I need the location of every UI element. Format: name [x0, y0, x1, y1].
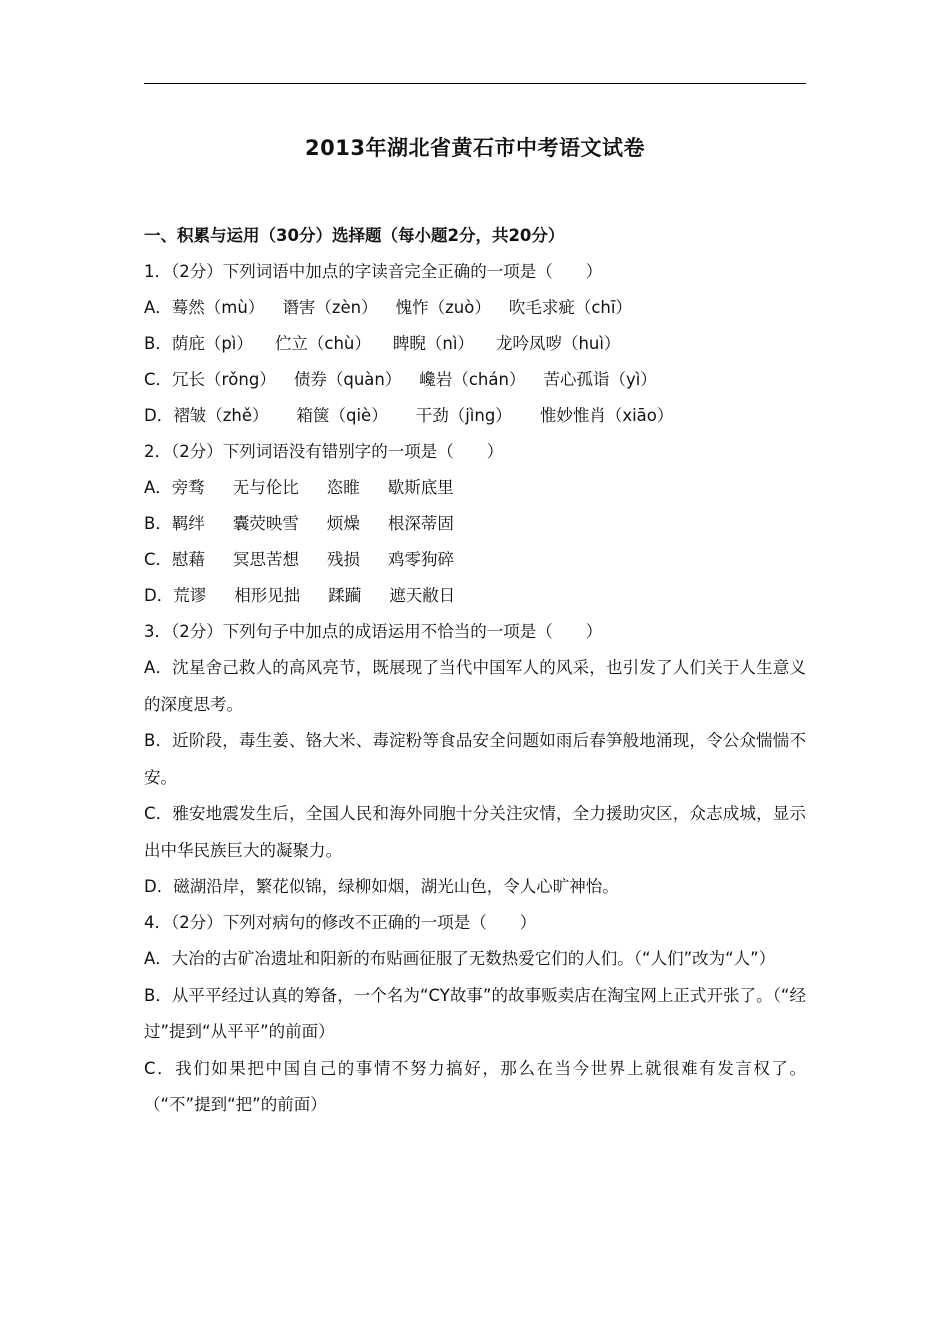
question-3-option-b: B．近阶段，毒生姜、铬大米、毒淀粉等食品安全问题如雨后春笋般地涌现，令公众惴惴不安。 [144, 731, 806, 787]
option-item: 吹毛求疵（chī） [508, 298, 632, 317]
question-3-stem: 3．（2分）下列句子中加点的成语运用不恰当的一项是（ ） [144, 622, 603, 641]
option-item: 根深蒂固 [387, 514, 454, 533]
option-item: 残损 [327, 550, 361, 569]
question-2-option-c [144, 542, 806, 578]
question-1-option-a [144, 290, 806, 326]
option-item: 箱箧（qiè） [296, 406, 388, 425]
option-item: 惟妙惟肖（xiāo） [539, 406, 674, 425]
option-item: B．羁绊 [144, 514, 205, 533]
question-1-option-d [144, 398, 806, 434]
question-2-option-b [144, 506, 806, 542]
question-3-option-c: C．雅安地震发生后，全国人民和海外同胞十分关注灾情，全力援助灾区，众志成城，显示出中华民族巨大的凝聚力。 [144, 804, 806, 860]
option-item: 伫立（chù） [274, 334, 371, 353]
option-item: C．冗长（rǒng） [144, 370, 276, 389]
option-item: 相形见拙 [234, 586, 301, 605]
question-3-option-a: A．沈星舍己救人的高风亮节，既展现了当代中国军人的风采，也引发了人们关于人生意义的深度思考。 [144, 658, 806, 714]
option-item: D．荒谬 [144, 586, 207, 605]
option-item: 苦心孤诣（yì） [543, 370, 657, 389]
option-item: 冥思苦想 [233, 550, 300, 569]
page-title: 2013年湖北省黄石市中考语文试卷 [305, 136, 645, 160]
option-item: 恣睢 [326, 478, 360, 497]
question-4-option-a: A．大冶的古矿冶遗址和阳新的布贴画征服了无数热爱它们的人们。（“人们”改为“人”） [144, 949, 776, 968]
question-1-option-b [144, 326, 806, 362]
option-item: 愧怍（zuò） [395, 298, 491, 317]
option-item: 干劲（jìng） [415, 406, 512, 425]
option-item: 无与伦比 [232, 478, 299, 497]
question-1-stem: 1．（2分）下列词语中加点的字读音完全正确的一项是（ ） [144, 262, 603, 281]
section-heading: 一、积累与运用（30分）选择题（每小题2分，共20分） [144, 226, 565, 245]
option-item: 债券（quàn） [293, 370, 402, 389]
question-3-option-d: D．磁湖沿岸，繁花似锦，绿柳如烟，湖光山色，令人心旷神怡。 [144, 877, 619, 896]
question-4-stem: 4．（2分）下列对病句的修改不正确的一项是（ ） [144, 913, 537, 932]
exam-content [144, 218, 806, 1124]
option-item: D．褶皱（zhě） [144, 406, 269, 425]
option-item: 遮天敝日 [389, 586, 456, 605]
question-2-option-d [144, 578, 806, 614]
option-item: A．蓦然（mù） [144, 298, 265, 317]
option-item: 烦燥 [326, 514, 360, 533]
question-4-option-c: C．我们如果把中国自己的事情不努力搞好，那么在当今世界上就很难有发言权了。（“不”提到“把”的前面） [144, 1058, 806, 1114]
option-item: 鸡零狗碎 [388, 550, 455, 569]
question-4-option-b: B．从平平经过认真的筹备，一个名为“CY故事”的故事贩卖店在淘宝网上正式开张了。（“经过”提到“从平平”的前面） [144, 985, 806, 1041]
question-2-option-a [144, 470, 806, 506]
option-item: 睥睨（nì） [392, 334, 474, 353]
option-item: 谮害（zèn） [282, 298, 378, 317]
option-item: 歇斯底里 [387, 478, 454, 497]
option-item: 蹂躏 [328, 586, 362, 605]
question-2-stem: 2．（2分）下列词语没有错别字的一项是（ ） [144, 442, 504, 461]
question-1-option-c [144, 362, 806, 398]
header-rule [144, 83, 806, 84]
option-item: 龙吟凤哕（huì） [495, 334, 621, 353]
option-item: C．慰藉 [144, 550, 206, 569]
option-item: A．旁骛 [144, 478, 205, 497]
option-item: B．荫庇（pì） [144, 334, 253, 353]
option-item: 巉岩（chán） [419, 370, 526, 389]
option-item: 囊荧映雪 [232, 514, 299, 533]
